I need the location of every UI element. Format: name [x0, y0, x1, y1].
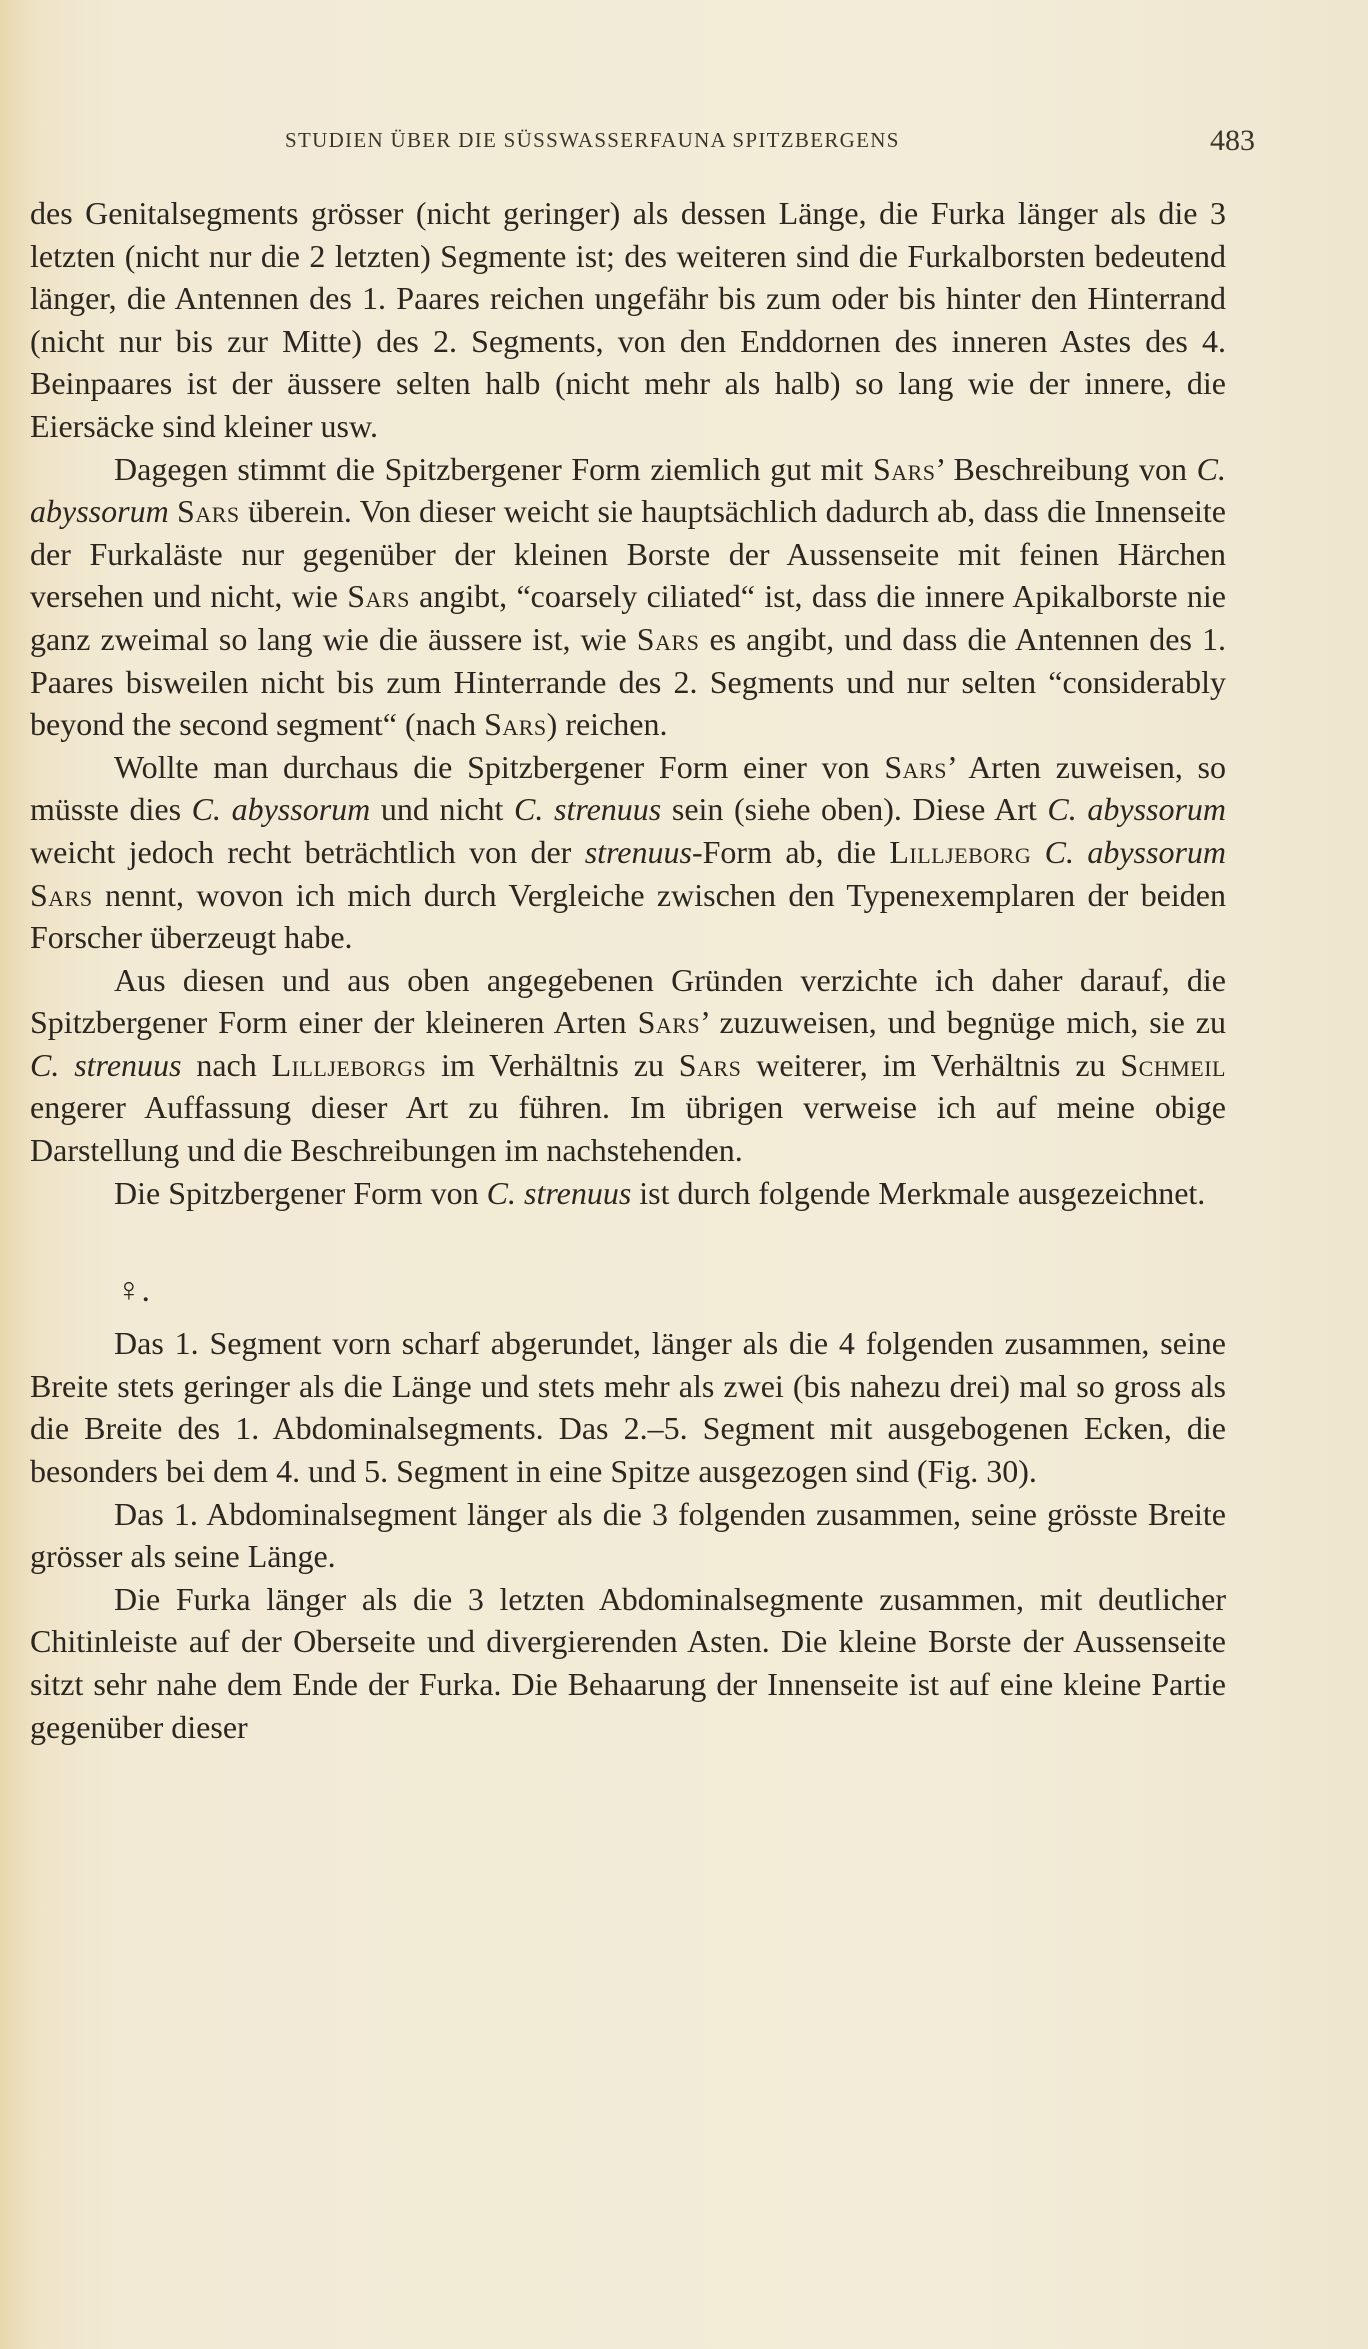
female-symbol-heading: ♀.	[116, 1272, 150, 1310]
species-name: C. abyssorum	[191, 791, 371, 828]
text-run: Aus diesen und aus oben angegebenen Gründen verzichte ich daher darauf, die Spitzbergener Form einer der kleineren Arten	[30, 961, 1226, 1041]
species-name: C. abyssorum	[1047, 791, 1227, 828]
text-run: überein. Von dieser weicht sie hauptsächlich dadurch ab, dass die Innenseite der Furkaläste nur gegenüber der kleinen Borste der Aussenseite mit feinen Härchen versehen und nicht, wie	[30, 493, 1227, 615]
text-run: im Verhältnis zu	[426, 1046, 679, 1083]
species-name: C. strenuus	[514, 791, 662, 828]
text-run: ’ Beschreibung von	[935, 450, 1197, 487]
author-name: Sars	[484, 706, 547, 743]
page-number: 483	[1210, 124, 1255, 157]
text-run: Die Spitzbergener Form von	[114, 1174, 487, 1211]
page-header	[30, 124, 1255, 164]
author-name: Sars	[678, 1046, 742, 1083]
text-run: weicht jedoch recht beträchtlich von der	[30, 833, 585, 870]
author-name: Lilljeborg	[889, 833, 1032, 870]
text-run: ’ Arten zuweisen, so müsste dies	[30, 748, 1227, 828]
species-name: strenuus	[584, 833, 692, 870]
text-run: -Form ab, die	[691, 833, 890, 870]
text-run: ) reichen.	[546, 706, 668, 743]
text-run: Das 1. Segment vorn scharf abgerundet, länger als die 4 folgenden zusammen, seine Breite stets geringer als die Länge und stets mehr als zwei (bis nahezu drei) mal so gross als die Breite des 1. Abdominalsegments. Das 2.–5. Segment mit ausgebogenen Ecken, die besonders bei dem 4. und 5. Segment in eine Spitze ausgezogen sind (Fig. 30).	[30, 1325, 1226, 1490]
running-title: STUDIEN ÜBER DIE SÜSSWASSERFAUNA SPITZBERGENS	[285, 128, 900, 152]
species-name: C. strenuus	[30, 1046, 182, 1083]
text-run: Die Furka länger als die 3 letzten Abdominalsegmente zusammen, mit deutlicher Chitinleiste auf der Oberseite und divergierenden Asten. Die kleine Borste der Aussenseite sitzt sehr nahe dem Ende der Furka. Die Behaarung der Innenseite ist auf eine kleine Partie gegenüber dieser	[30, 1580, 1226, 1745]
author-name: Sars	[30, 876, 93, 913]
paragraph	[30, 448, 1226, 746]
text-run: weiterer, im Verhältnis zu	[741, 1046, 1121, 1083]
author-name: Sars	[347, 578, 410, 615]
text-run: des Genitalsegments grösser (nicht geringer) als dessen Länge, die Furka länger als die 3 letzten (nicht nur die 2 letzten) Segmente ist; des weiteren sind die Furkalborsten bedeutend länger, die Antennen des 1. Paares reichen ungefähr bis zum oder bis hinter den Hinterrand (nicht nur bis zur Mitte) des 2. Segments, von den Enddornen des inneren Astes des 4. Beinpaares ist der äussere selten halb (nicht mehr als halb) so lang wie der innere, die Eiersäcke sind kleiner usw.	[30, 195, 1226, 444]
author-name: Lilljeborgs	[271, 1046, 427, 1083]
text-run: engerer Auffassung dieser Art zu führen. Im übrigen verweise ich auf meine obige Darstellung und die Beschreibungen im nachstehenden.	[30, 1089, 1226, 1169]
text-run: Dagegen stimmt die Spitzbergener Form ziemlich gut mit	[114, 450, 873, 487]
paragraph	[30, 959, 1226, 1172]
text-run: nennt, wovon ich mich durch Vergleiche zwischen den Typenexemplaren der beiden Forscher überzeugt habe.	[30, 876, 1226, 956]
text-run	[1031, 834, 1044, 870]
text-run	[169, 493, 177, 529]
author-name: Sars	[636, 620, 700, 657]
author-name: Sars	[177, 493, 240, 530]
text-run: ’ zuzuweisen, und begnüge mich, sie zu	[700, 1004, 1227, 1041]
species-name: C. strenuus	[486, 1174, 632, 1211]
text-run: Das 1. Abdominalsegment länger als die 3 folgenden zusammen, seine grösste Breite grösser als seine Länge.	[30, 1495, 1226, 1575]
author-name: Schmeil	[1120, 1046, 1226, 1083]
author-name: Sars	[637, 1004, 701, 1041]
text-run: und nicht	[370, 791, 515, 828]
text-run: sein (siehe oben). Diese Art	[661, 791, 1048, 828]
author-name: Sars	[872, 450, 936, 487]
species-name: C. abyssorum	[30, 450, 1227, 530]
text-run: ist durch folgende Merkmale ausgezeichnet.	[631, 1174, 1206, 1211]
text-run: Wollte man durchaus die Spitzbergener Form einer von	[114, 748, 885, 785]
paragraph	[30, 192, 1226, 448]
paragraph	[30, 1172, 1226, 1215]
paragraph	[30, 1322, 1226, 1492]
species-name: C. abyssorum	[1044, 833, 1227, 870]
body-text	[30, 192, 1226, 1748]
text-run: nach	[181, 1046, 272, 1083]
paragraph	[30, 1493, 1226, 1578]
paragraph	[30, 1578, 1226, 1748]
paragraph	[30, 746, 1226, 959]
author-name: Sars	[884, 748, 947, 785]
text-run: angibt, “coarsely ciliated“ ist, dass die innere Apikalborste nie ganz zweimal so lang wie die äussere ist, wie	[30, 578, 1227, 657]
text-run: es angibt, und dass die Antennen des 1. Paares bisweilen nicht bis zum Hinterrande des 2. Segments und nur selten “considerably beyond the second segment“ (nach	[30, 620, 1227, 743]
